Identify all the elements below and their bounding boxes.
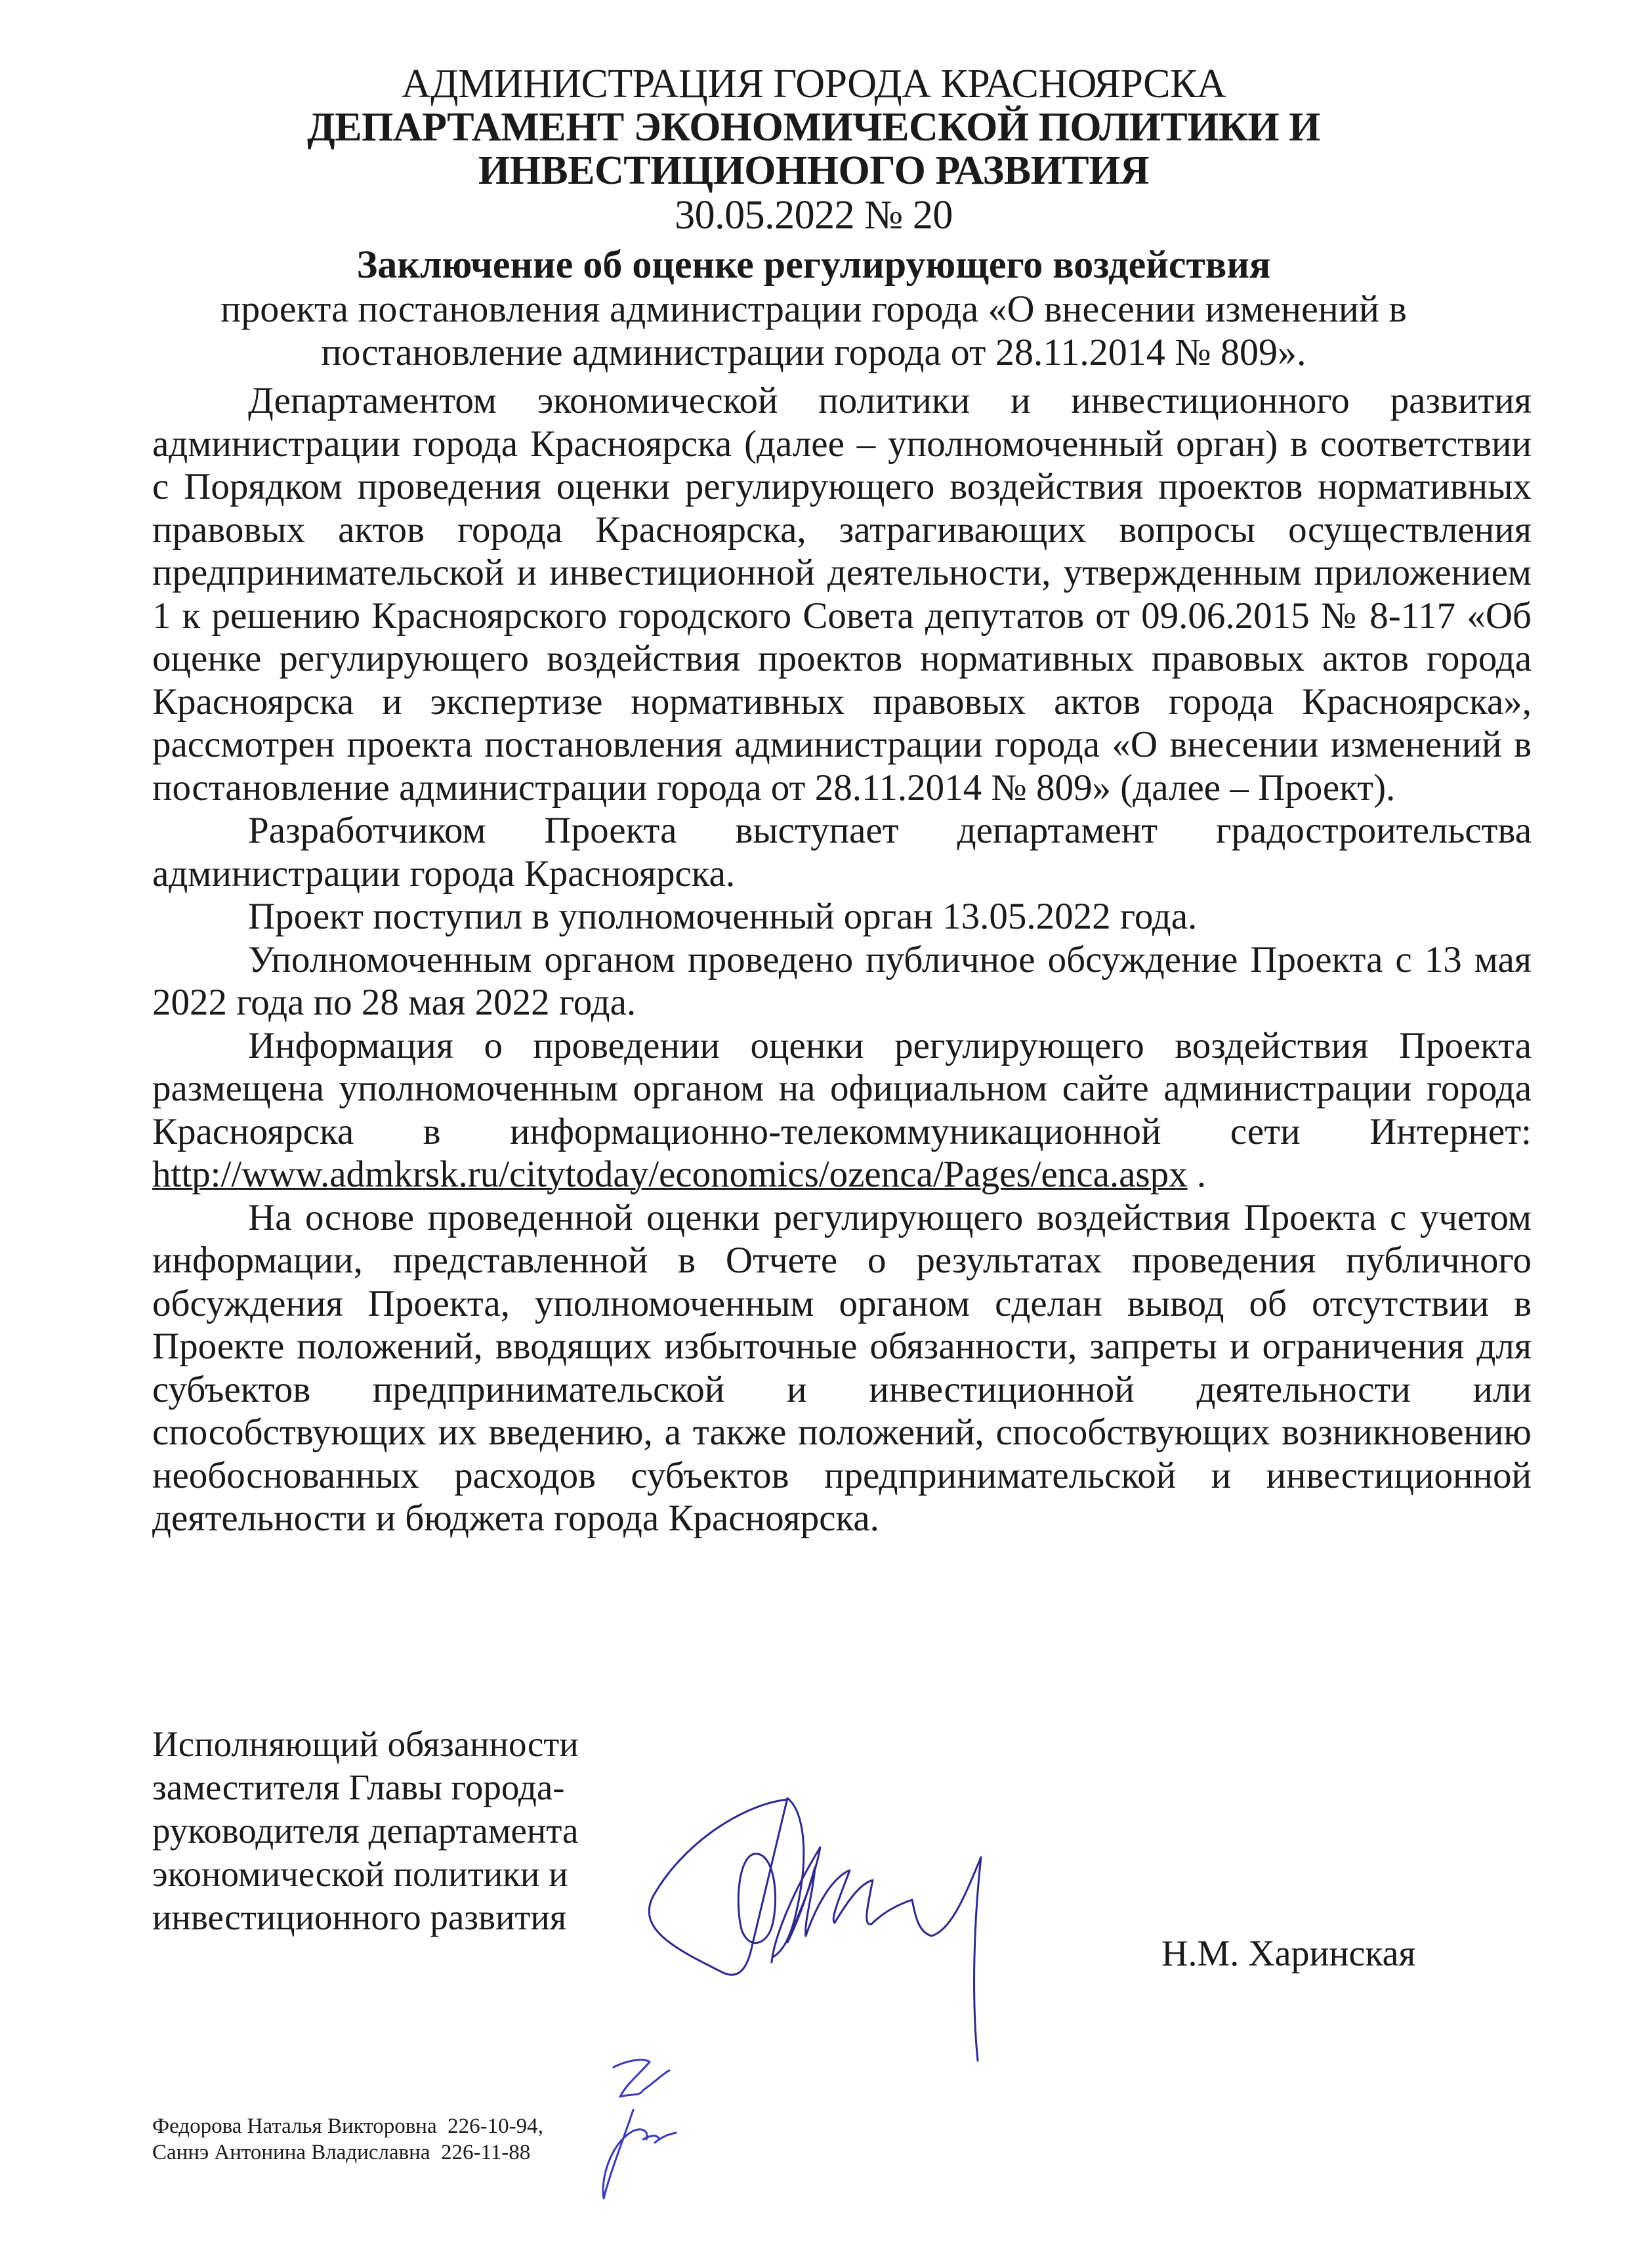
position-line: экономической политики и (152, 1854, 568, 1894)
paragraph-review: Департаментом экономической политики и инвестиционного развития администрации города Красноярска (далее – уполномоченный орган) в соответствии с Порядком проведения оценки регулирующего воздействия проектов нормативных правовых актов города Красноярска, затрагивающих вопросы осуществления предпринимательской и инвестиционной деятельности, утвержденным приложением 1 к решению Красноярского городского Совета депутатов от 09.06.2015 № 8-117 «Об оценке регулирующего воздействия проектов нормативных правовых актов города Красноярска и экспертизе нормативных правовых актов города Красноярска», рассмотрен проекта постановления администрации города «О внесении изменений в постановление администрации города от 28.11.2014 № 809» (далее – Проект). (152, 380, 1532, 808)
signer-name: Н.М. Харинская (1161, 1933, 1416, 1974)
document-title-block (197, 242, 1430, 374)
paragraph-developer: Разработчиком Проекта выступает департамент градостроительства администрации города Красноярска. (152, 810, 1532, 894)
paragraph-received: Проект поступил в уполномоченный орган 13.05.2022 года. (248, 896, 1198, 937)
position-line: инвестиционного развития (152, 1897, 567, 1937)
document-subtitle-line1: проекта постановления администрации города «О внесении изменений в (220, 287, 1407, 330)
department-name-line2: ИНВЕСТИЦИОННОГО РАЗВИТИЯ (478, 148, 1150, 193)
handwritten-signature (623, 1772, 1122, 2087)
paragraph-information-text: Информация о проведении оценки регулирующего воздействия Проекта размещена уполномоченным органом на официальном сайте администрации города Красноярска в информационно-телекоммуникационной сети Интернет: (152, 1024, 1532, 1152)
position-line: руководителя департамента (152, 1811, 579, 1851)
initials-stroke-lower (603, 2110, 676, 2198)
signature-stroke-loop (649, 1798, 804, 1975)
department-name-line1: ДЕПАРТАМЕНТ ЭКОНОМИЧЕСКОЙ ПОЛИТИКИ И (307, 105, 1320, 150)
document-header (197, 62, 1430, 238)
organization-name: АДМИНИСТРАЦИЯ ГОРОДА КРАСНОЯРСКА (401, 62, 1226, 106)
document-date-number: 30.05.2022 № 20 (675, 193, 953, 238)
signatory-position (152, 1723, 625, 1939)
document-title: Заключение об оценке регулирующего воздействия (356, 243, 1271, 286)
contact-line: Саннэ Антонина Владиславна 226-11-88 (152, 2141, 531, 2164)
signature-stroke-scribble (772, 1847, 981, 2061)
position-line: заместителя Главы города- (152, 1767, 565, 1807)
handwritten-initials (577, 2048, 709, 2205)
paragraph-public-discussion: Уполномоченным органом проведено публичное обсуждение Проекта с 13 мая 2022 года по 28 мая 2022 года. (152, 938, 1532, 1023)
initials-stroke-upper (614, 2060, 669, 2097)
contact-line: Федорова Наталья Викторовна 226-10-94, (152, 2114, 543, 2138)
link-suffix: . (1187, 1154, 1207, 1195)
official-site-link[interactable]: http://www.admkrsk.ru/citytoday/economics/ozenca/Pages/enca.aspx (152, 1154, 1188, 1195)
contact-persons (152, 2113, 543, 2166)
paragraph-conclusion: На основе проведенной оценки регулирующего воздействия Проекта с учетом информации, представленной в Отчете о результатах проведения публичного обсуждения Проекта, уполномоченным органом сделан вывод об отсутствии в Проекте положений, вводящих избыточные обязанности, запреты и ограничения для субъектов предпринимательской и инвестиционной деятельности или способствующих их введению, а также положений, способствующих возникновению необоснованных расходов субъектов предпринимательской и инвестиционной деятельности и бюджета города Красноярска. (152, 1196, 1532, 1539)
document-body (152, 379, 1532, 1540)
position-line: Исполняющий обязанности (152, 1724, 579, 1764)
document-subtitle-line2: постановление администрации города от 28.11.2014 № 809». (321, 331, 1306, 373)
paragraph-information (152, 1024, 1532, 1196)
